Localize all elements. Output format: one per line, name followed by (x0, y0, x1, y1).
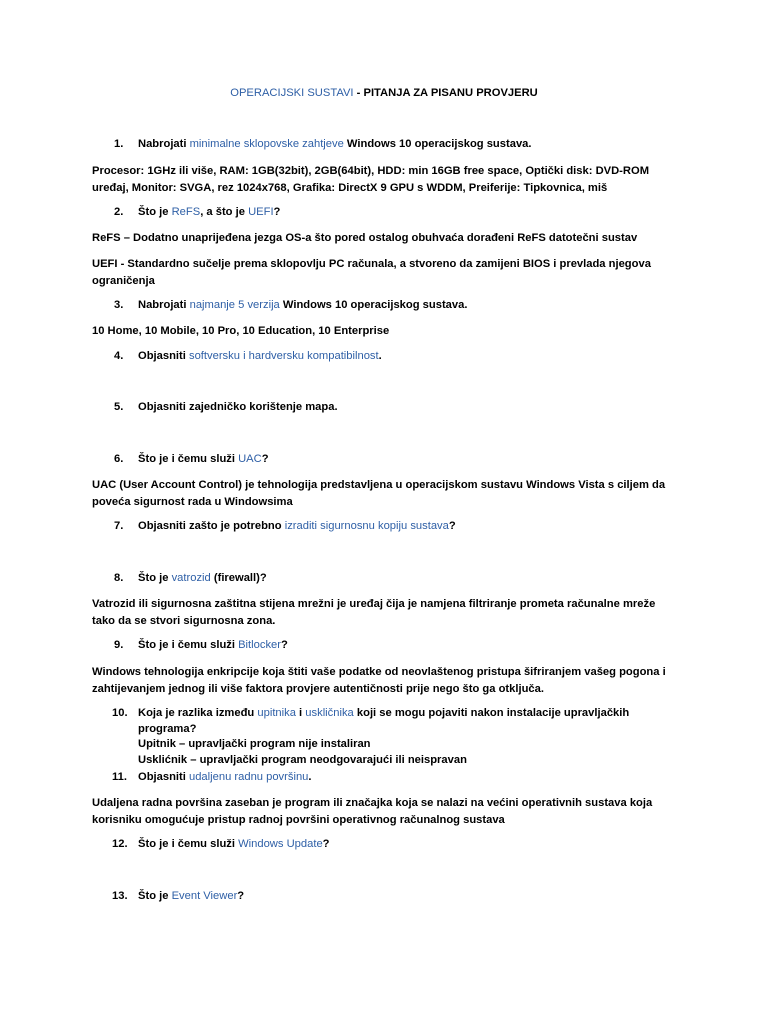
question-text: ? (322, 838, 330, 850)
answer-line: zahtijevanjem jednog ili više faktora provjere autentičnosti prije nego što ga otključa. (92, 682, 544, 695)
question-number: 5. (114, 401, 124, 413)
question-text: Što je i čemu služi (138, 639, 239, 651)
answer-9 (92, 664, 682, 697)
answer-2a (92, 230, 682, 247)
question-text: Što je i čemu služi (138, 838, 239, 850)
question-highlight: najmanje 5 verzija (189, 299, 280, 311)
answer-8 (92, 596, 682, 629)
question-text: Što je (138, 572, 172, 584)
question-number: 1. (114, 138, 124, 150)
question-text: (firewall)? (210, 572, 267, 584)
question-highlight: uskličnika (305, 707, 354, 719)
answer-line: korisniku omogućuje pristup radnoj površini operativnog računalnog sustava (92, 813, 505, 826)
question-text: ? (261, 453, 269, 465)
question-highlight: UAC (238, 453, 262, 465)
question-highlight: vatrozid (171, 572, 211, 584)
question-text: Nabrojati (138, 138, 190, 150)
question-number: 4. (114, 350, 124, 362)
answer-line: UAC (User Account Control) je tehnologija predstavljena u operacijskom sustavu Windows Vista s ciljem da (92, 479, 666, 491)
question-text: koji se mogu pojaviti nakon instalacije upravljačkih (353, 707, 630, 719)
answer-line: UEFI - Standardno sučelje prema sklopovlju PC računala, a stvoreno da zamijeni BIOS i prevlada njegova (92, 258, 651, 270)
question-highlight: izraditi sigurnosnu kopiju sustava (284, 520, 449, 532)
question-number: 2. (114, 206, 124, 218)
page-title (0, 87, 768, 99)
answer-11 (92, 795, 682, 828)
question-number: 10. (112, 707, 128, 719)
answer-2b (92, 256, 682, 289)
answer-1 (92, 163, 682, 196)
question-text: Što je (138, 890, 172, 902)
question-text: Objasniti (138, 771, 189, 783)
question-text: ? (448, 520, 456, 532)
question-highlight: minimalne sklopovske zahtjeve (189, 138, 344, 150)
question-number: 9. (114, 639, 124, 651)
answer-line: Windows tehnologija enkripcije koja štiti vaše podatke od neovlaštenog pristupa šifriranjem vašeg pogona i (92, 666, 666, 678)
question-number: 13. (112, 890, 128, 902)
question-text: Windows 10 operacijskog sustava. (279, 299, 468, 311)
question-text: Windows 10 operacijskog sustava. (343, 138, 532, 150)
question-text: Nabrojati (138, 299, 190, 311)
question-highlight: upitnika (257, 707, 296, 719)
question-highlight: ReFS (171, 206, 201, 218)
question-text: . (378, 350, 382, 362)
question-highlight: udaljenu radnu površinu (188, 771, 309, 783)
question-number: 11. (112, 771, 127, 783)
question-text: ? (281, 639, 288, 651)
answer-line: 10 Home, 10 Mobile, 10 Pro, 10 Education, 10 Enterprise (92, 325, 390, 337)
answer-line: Usklićnik – upravljački program neodgovarajući ili neispravan (138, 753, 467, 766)
question-text: Što je (138, 206, 172, 218)
question-number: 7. (114, 520, 124, 532)
answer-line: Udaljena radna površina zaseban je program ili značajka koja se nalazi na većini operativnih sustava koja (92, 797, 653, 809)
question-text: Koja je razlika između (138, 707, 258, 719)
question-text: i (295, 707, 306, 719)
answer-line: Vatrozid ili sigurnosna zaštitna stijena mrežni je uređaj čija je namjena filtriranje prometa računalne mreže (92, 598, 656, 610)
question-number: 12. (112, 838, 128, 850)
answer-line: poveća sigurnost rada u Windowsima (92, 495, 293, 508)
question-text: , a što je (200, 206, 249, 218)
answer-line: uređaj, Monitor: SVGA, rez 1024x768, Grafika: DirectX 9 GPU s WDDM, Preiferije: Tipkovnica, miš (92, 181, 608, 194)
question-text: Objasniti zašto je potrebno (138, 520, 285, 532)
question-text: ? (273, 206, 281, 218)
question-text: Objasniti zajedničko korištenje mapa. (138, 401, 338, 413)
answer-6 (92, 477, 682, 510)
question-highlight: Bitlocker (238, 639, 281, 651)
question-text: programa? (138, 722, 197, 735)
answer-line: Upitnik – upravljački program nije instaliran (138, 738, 371, 750)
question-text: Objasniti (138, 350, 189, 362)
question-number: 3. (114, 299, 124, 311)
question-highlight: Event Viewer (171, 890, 238, 902)
question-text: ? (237, 890, 245, 902)
answer-line: ograničenja (92, 274, 155, 287)
answer-line: ReFS – Dodatno unaprijeđena jezga OS-a što pored ostalog obuhvaća dorađeni ReFS datotečni sustav (92, 232, 638, 244)
question-highlight: softversku i hardversku kompatibilnost (188, 350, 379, 362)
question-highlight: Windows Update (238, 838, 323, 850)
question-highlight: UEFI (248, 206, 274, 218)
question-text: . (308, 771, 312, 783)
question-number: 8. (114, 572, 124, 584)
title-highlight: OPERACIJSKI SUSTAVI (230, 87, 354, 99)
answer-line: Procesor: 1GHz ili više, RAM: 1GB(32bit), 2GB(64bit), HDD: min 16GB free space, Optički disk: DVD-ROM (92, 165, 650, 177)
question-number: 6. (114, 453, 124, 465)
answer-3 (92, 323, 682, 340)
title-rest: - PITANJA ZA PISANU PROVJERU (353, 87, 538, 99)
answer-line: tako da se stvori sigurnosna zona. (92, 614, 276, 627)
question-text: Što je i čemu služi (138, 453, 239, 465)
